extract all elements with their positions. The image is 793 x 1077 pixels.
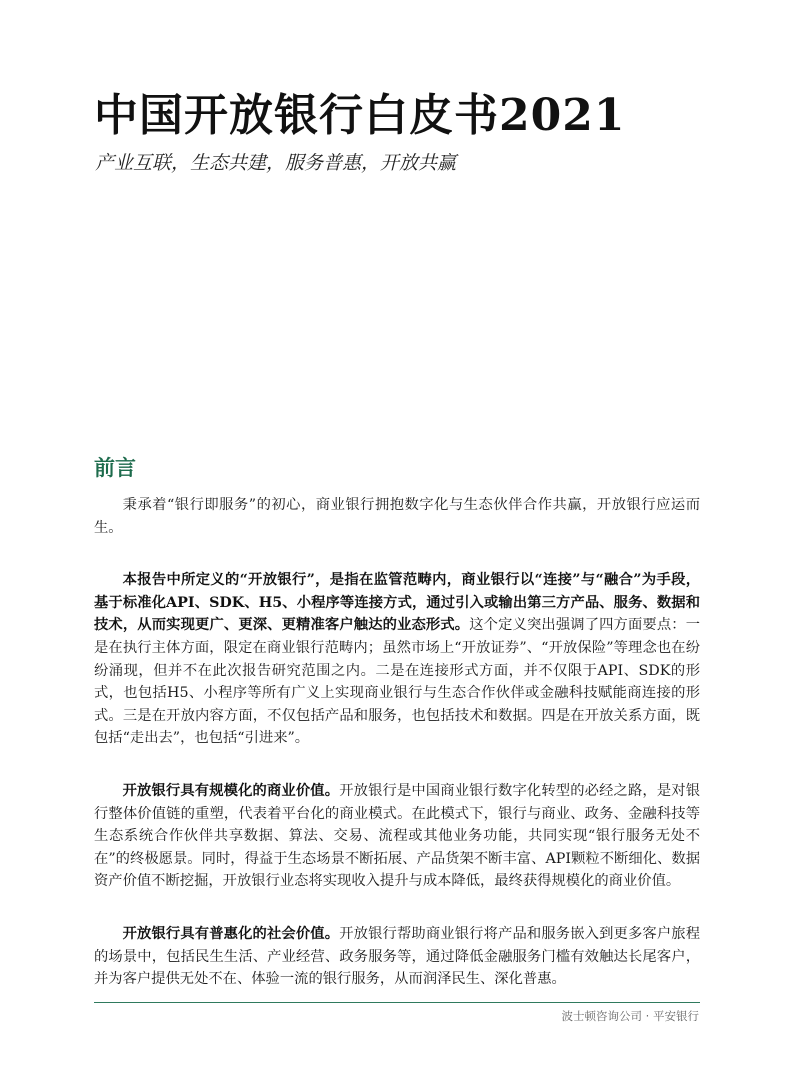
paragraph-2-text: 这个定义突出强调了四方面要点：一是在执行主体方面，限定在商业银行范畴内；虽然市场上“开放证券”、“开放保险”等理念也在纷纷涌现，但并不在此次报告研究范围之内。二是在连接形式方面，并不仅限于API、SDK的形式，也包括H5、小程序等所有广义上实现商业银行与生态合作伙伴或金融科技赋能商连接的形式。三是在开放内容方面，不仅包括产品和服务，也包括技术和数据。四是在开放关系方面，既包括“走出去”，也包括“引进来”。 bbox=[94, 617, 701, 747]
page-subtitle: 产业互联，生态共建，服务普惠，开放共赢 bbox=[95, 152, 457, 174]
paragraph-4 bbox=[94, 923, 700, 991]
footer-credits: 波士顿咨询公司 · 平安银行 bbox=[561, 1009, 699, 1023]
paragraph-3-text: 开放银行是中国商业银行数字化转型的必经之路，是对银行整体价值链的重塑，代表着平台化的商业模式。在此模式下，银行与商业、政务、金融科技等生态系统合作伙伴共享数据、算法、交易、流程或其他业务功能，共同实现“银行服务无处不在”的终极愿景。同时，得益于生态场景不断拓展、产品货架不断丰富、API颗粒不断细化、数据资产价值不断挖掘，开放银行业态将实现收入提升与成本降低，最终获得规模化的商业价值。 bbox=[94, 782, 701, 890]
paragraph-3-bold: 开放银行具有规模化的商业价值。 bbox=[122, 782, 340, 799]
paragraph-4-bold: 开放银行具有普惠化的社会价值。 bbox=[122, 925, 340, 942]
paragraph-1 bbox=[94, 494, 700, 539]
paragraph-1-text: 秉承着“银行即服务”的初心，商业银行拥抱数字化与生态伙伴合作共赢，开放银行应运而生。 bbox=[94, 497, 700, 536]
section-heading-preface: 前言 bbox=[94, 455, 136, 480]
preface-body bbox=[94, 494, 700, 1021]
paragraph-2 bbox=[94, 569, 700, 750]
paragraph-3 bbox=[94, 780, 700, 893]
paragraph-2-bold: 本报告中所定义的“开放银行”，是指在监管范畴内，商业银行以“连接”与“融合”为手段，基于标准化API、SDK、H5、小程序等连接方式，通过引入或输出第三方产品、服务、数据和技术，从而实现更广、更深、更精准客户触达的业态形式。 bbox=[94, 572, 700, 634]
paragraph-4-text: 开放银行帮助商业银行将产品和服务嵌入到更多客户旅程的场景中，包括民生生活、产业经营、政务服务等，通过降低金融服务门槛有效触达长尾客户，并为客户提供无处不在、体验一流的银行服务，从而润泽民生、深化普惠。 bbox=[94, 925, 701, 988]
footer-divider bbox=[94, 1002, 700, 1003]
page-title: 中国开放银行白皮书2021 bbox=[94, 90, 626, 141]
